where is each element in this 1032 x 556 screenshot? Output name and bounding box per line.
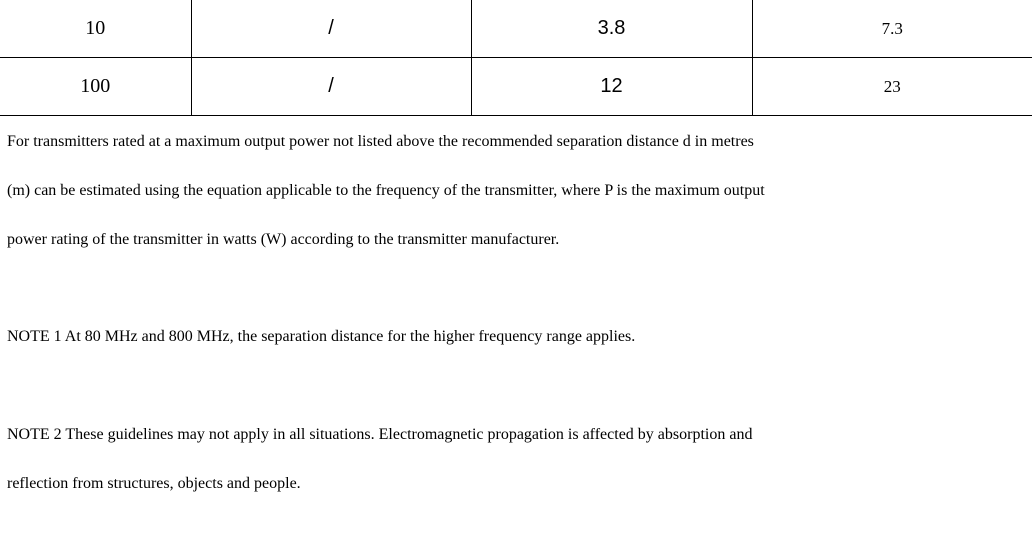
paragraph-line: For transmitters rated at a maximum output power not listed above the recommended separation distance d in metres	[7, 133, 754, 150]
note-1: NOTE 1 At 80 MHz and 800 MHz, the separation distance for the higher frequency range applies.	[7, 328, 636, 345]
paragraph-line: NOTE 2 These guidelines may not apply in all situations. Electromagnetic propagation is affected by absorption and	[7, 426, 753, 443]
separation-distance-table	[0, 0, 1032, 116]
table-row	[0, 0, 1032, 58]
table-cell-power: 100	[0, 58, 191, 116]
table-row	[0, 58, 1032, 116]
paragraph-line: power rating of the transmitter in watts (W) according to the transmitter manufacturer.	[7, 231, 560, 248]
table-cell-low-band: /	[191, 58, 471, 116]
table-cell-power: 10	[0, 0, 191, 58]
table-cell-low-band: /	[191, 0, 471, 58]
table-cell-high-band: 23	[752, 58, 1032, 116]
paragraph-line: (m) can be estimated using the equation applicable to the frequency of the transmitter, where P is the maximum output	[7, 182, 765, 199]
table-cell-high-band: 7.3	[752, 0, 1032, 58]
table-cell-mid-band: 12	[471, 58, 752, 116]
paragraph-line: reflection from structures, objects and people.	[7, 475, 301, 492]
table-cell-mid-band: 3.8	[471, 0, 752, 58]
